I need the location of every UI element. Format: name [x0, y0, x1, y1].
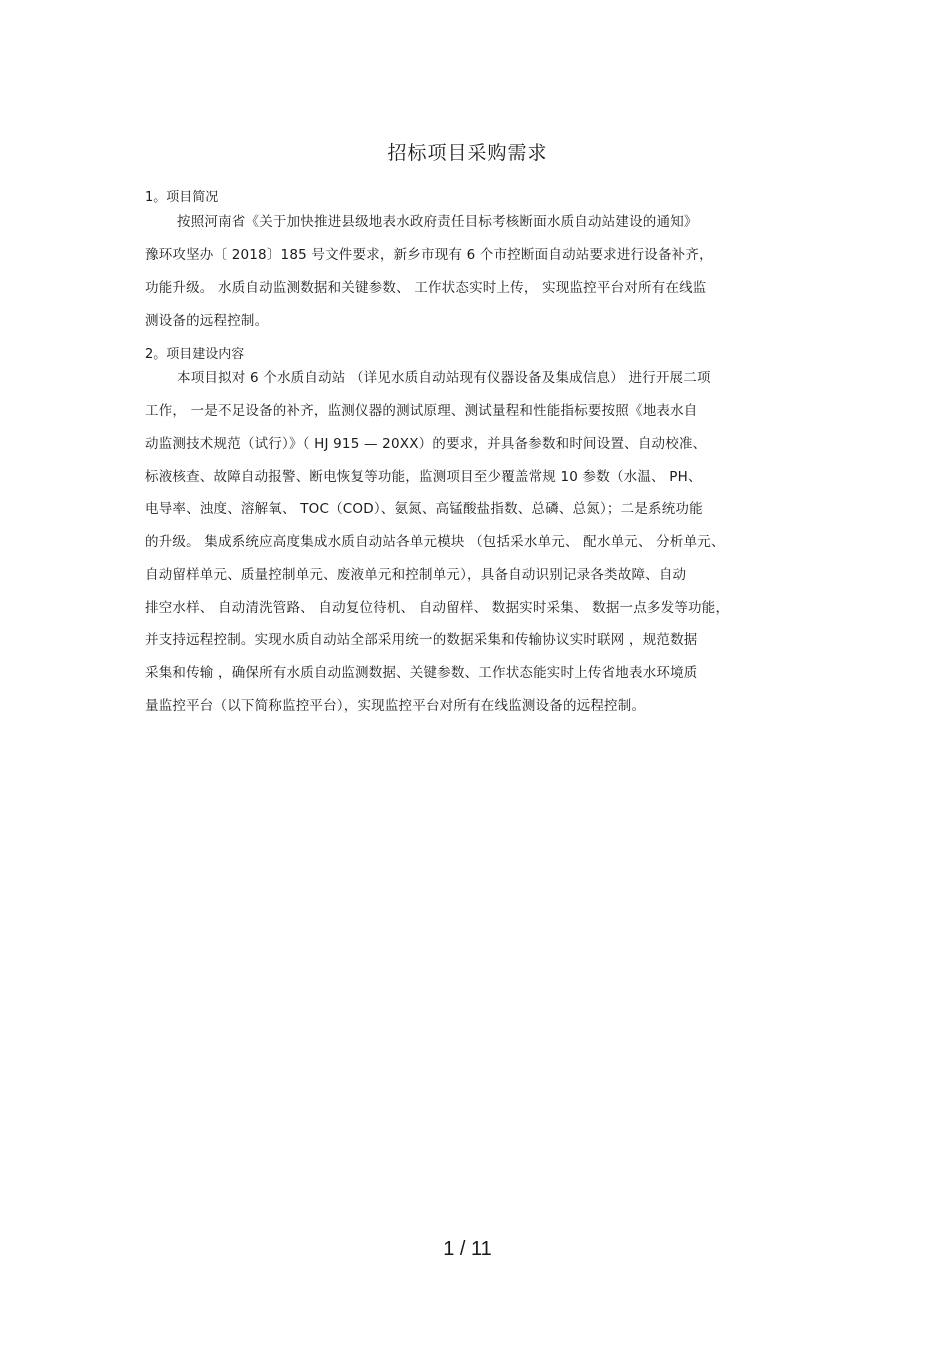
paragraph-line: 豫环攻坚办〔 2018〕185 号文件要求，新乡市现有 6 个市控断面自动站要求进行设备补齐， [145, 247, 713, 263]
section-heading-construction: 2。项目建设内容 [145, 347, 245, 362]
paragraph-line: 的升级。 集成系统应高度集成水质自动站各单元模块 （包括采水单元、 配水单元、 分析单元、 [145, 534, 725, 550]
paragraph-line: 电导率、浊度、溶解氧、 TOC（COD）、氨氮、高锰酸盐指数、总磷、总氮）；二是系统功能 [145, 501, 703, 517]
document-title: 招标项目采购需求 [387, 142, 548, 164]
paragraph-line: 测设备的远程控制。 [145, 313, 269, 329]
paragraph-line: 动监测技术规范（试行）》（ HJ 915 — 20XX）的要求，并具备参数和时间设置、自动校准、 [145, 436, 707, 452]
paragraph-line: 工作， 一是不足设备的补齐，监测仪器的测试原理、测试量程和性能指标要按照《地表水自 [145, 403, 698, 419]
page-number: 1 / 11 [443, 1238, 492, 1260]
paragraph-line: 量监控平台（以下简称监控平台），实现监控平台对所有在线监测设备的远程控制。 [145, 698, 646, 714]
paragraph-line: 自动留样单元、质量控制单元、废液单元和控制单元），具备自动识别记录各类故障、自动 [145, 567, 687, 583]
paragraph-line: 并支持远程控制。实现水质自动站全部采用统一的数据采集和传输协议实时联网 ，规范数据 [145, 632, 698, 648]
section-heading-overview: 1。项目简况 [145, 190, 219, 205]
paragraph-line: 功能升级。 水质自动监测数据和关键参数、 工作状态实时上传， 实现监控平台对所有在线监 [145, 280, 707, 296]
paragraph-line: 标液核查、故障自动报警、断电恢复等功能，监测项目至少覆盖常规 10 参数（水温、 PH、 [145, 469, 702, 485]
paragraph-line: 本项目拟对 6 个水质自动站 （详见水质自动站现有仪器设备及集成信息） 进行开展二项 [177, 370, 711, 386]
paragraph-line: 采集和传输 ，确保所有水质自动监测数据、关键参数、工作状态能实时上传省地表水环境质 [145, 665, 698, 681]
paragraph-line: 排空水样、 自动清洗管路、 自动复位待机、 自动留样、 数据实时采集、 数据一点多发等功能， [145, 600, 730, 616]
paragraph-line: 按照河南省《关于加快推进县级地表水政府责任目标考核断面水质自动站建设的通知》 [177, 214, 698, 230]
